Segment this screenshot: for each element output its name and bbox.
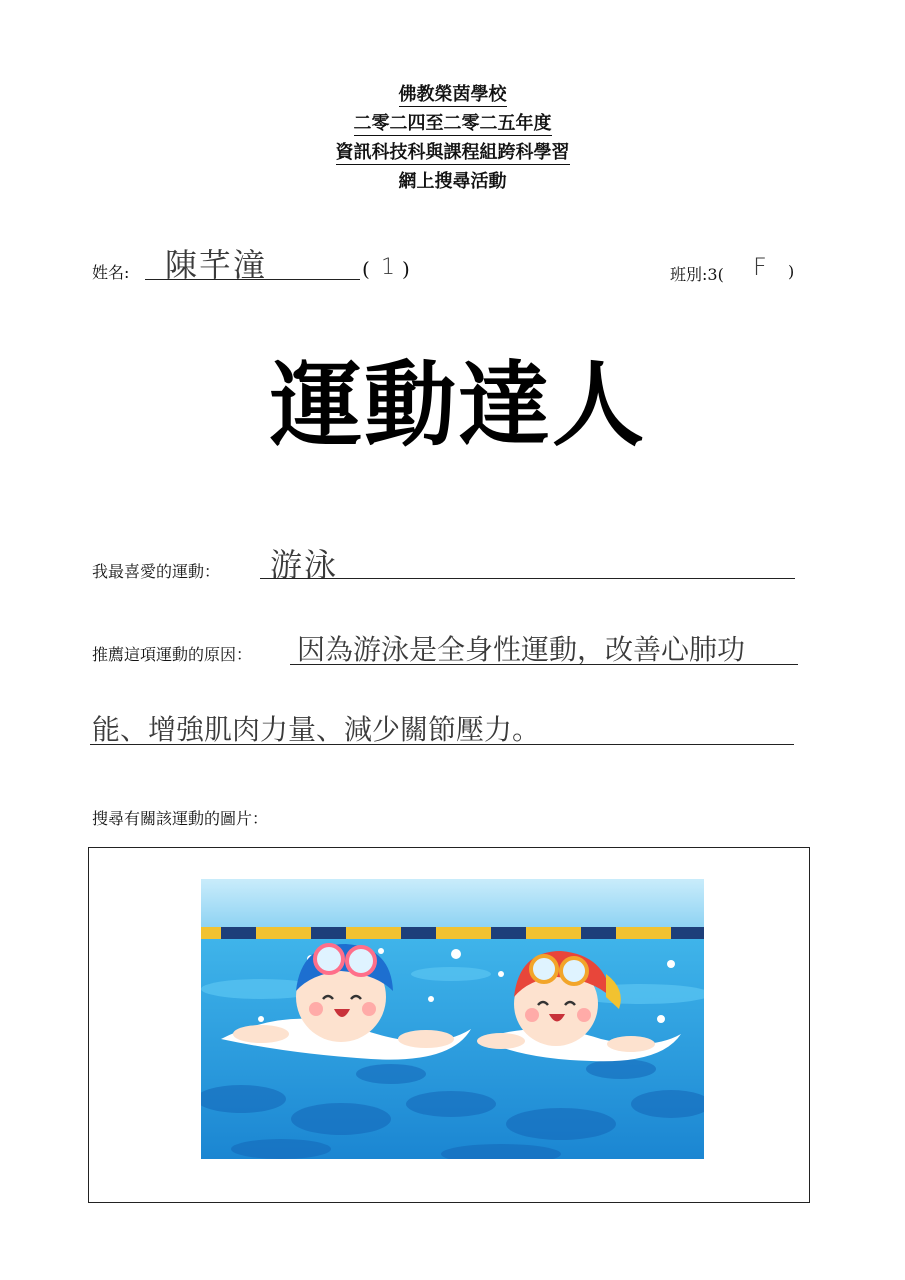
- reason-label: 推薦這項運動的原因：: [92, 645, 253, 664]
- class-value: F: [753, 253, 769, 281]
- reason-line-2: 能、增強肌肉力量、減少關節壓力。: [92, 713, 541, 746]
- name-underline: [145, 279, 360, 280]
- activity-title: 網上搜尋活動: [398, 171, 507, 192]
- reason-line-1: 因為游泳是全身性運動，改善心肺功: [297, 633, 746, 666]
- images-label: 搜尋有關該運動的圖片：: [92, 809, 269, 828]
- favorite-underline: [260, 578, 795, 579]
- number-open: (: [362, 257, 370, 281]
- reason-underline-2: [90, 744, 794, 745]
- name-value: 陳芊潼: [165, 246, 268, 284]
- swimming-illustration: [201, 879, 704, 1159]
- lane-rope: [201, 927, 704, 939]
- reason-underline-1: [290, 664, 798, 665]
- school-year: 二零二四至二零二五年度: [353, 113, 552, 134]
- favorite-value: 游泳: [270, 546, 339, 584]
- document-header: [0, 80, 905, 196]
- main-title: 運動達人: [270, 351, 647, 459]
- number-value: 1: [381, 255, 397, 280]
- class-close: ): [788, 262, 795, 281]
- class-label: 班別:3(: [670, 265, 724, 284]
- subject-line: 資訊科技科與課程組跨科學習: [335, 142, 570, 163]
- school-name: 佛教榮茵學校: [398, 84, 507, 105]
- name-label: 姓名:: [92, 263, 130, 282]
- favorite-label: 我最喜愛的運動：: [92, 562, 221, 581]
- number-close: ): [402, 257, 410, 281]
